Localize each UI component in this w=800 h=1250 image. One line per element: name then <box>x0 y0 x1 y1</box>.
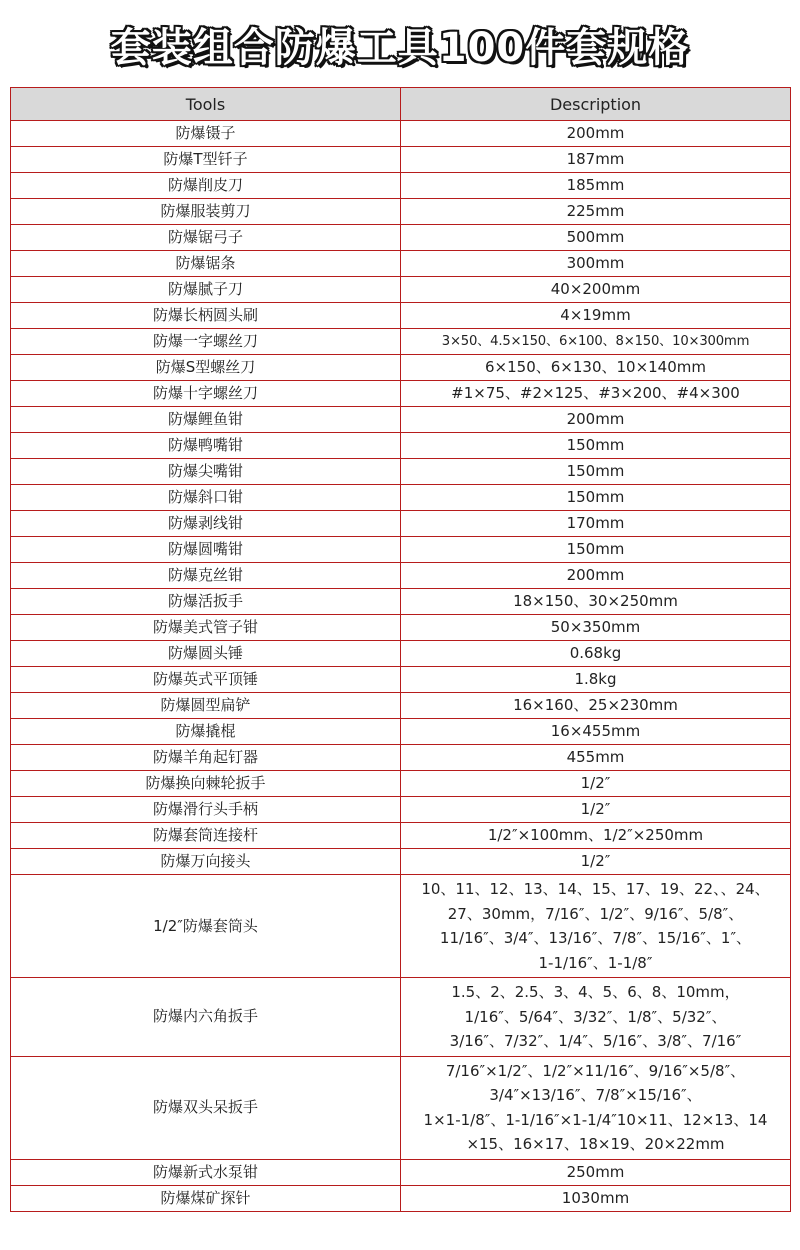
description-line: 10、11、12、13、14、15、17、19、22、、24、 <box>421 880 770 898</box>
page-title: 套装组合防爆工具100件套规格 <box>110 25 690 71</box>
description-line: 1/16″、5/64″、3/32″、1/8″、5/32″、 <box>464 1007 727 1026</box>
tool-name-cell: 防爆削皮刀 <box>11 173 401 199</box>
description-cell: #1×75、#2×125、#3×200、#4×300 <box>401 381 791 407</box>
description-cell: 3×50、4.5×150、6×100、8×150、10×300mm <box>401 329 791 355</box>
table-row <box>11 719 791 745</box>
table-row <box>11 537 791 563</box>
table-row <box>11 485 791 511</box>
table-row <box>11 433 791 459</box>
table-row <box>11 771 791 797</box>
description-cell: 16×455mm <box>401 719 791 745</box>
description-cell <box>401 1056 791 1159</box>
table-row <box>11 823 791 849</box>
tool-name-cell: 防爆鲤鱼钳 <box>11 407 401 433</box>
description-line: 1×1-1/8″、1-1/16″×1-1/4″10×11、12×13、14 <box>423 1110 768 1129</box>
tool-name-cell: 防爆换向棘轮扳手 <box>11 771 401 797</box>
tool-name-cell: 防爆一字螺丝刀 <box>11 329 401 355</box>
description-cell: 1030mm <box>401 1185 791 1211</box>
description-cell: 225mm <box>401 199 791 225</box>
description-cell: 6×150、6×130、10×140mm <box>401 355 791 381</box>
table-row <box>11 797 791 823</box>
description-cell: 150mm <box>401 433 791 459</box>
table-body <box>11 121 791 1212</box>
tool-name-cell: 防爆套筒连接杆 <box>11 823 401 849</box>
table-row <box>11 277 791 303</box>
description-cell: 170mm <box>401 511 791 537</box>
description-cell: 300mm <box>401 251 791 277</box>
tool-name-cell: 防爆英式平顶锤 <box>11 667 401 693</box>
tool-name-cell: 防爆S型螺丝刀 <box>11 355 401 381</box>
tool-name-cell: 防爆鸭嘴钳 <box>11 433 401 459</box>
description-cell: 200mm <box>401 407 791 433</box>
tool-name-cell: 防爆锯弓子 <box>11 225 401 251</box>
description-cell: 18×150、30×250mm <box>401 589 791 615</box>
description-column-header: Description <box>401 88 791 121</box>
description-cell: 500mm <box>401 225 791 251</box>
table-header-row <box>11 88 791 121</box>
description-line: 3/16″、7/32″、1/4″、5/16″、3/8″、7/16″ <box>449 1032 742 1050</box>
tool-name-cell: 防爆剥线钳 <box>11 511 401 537</box>
table-row <box>11 641 791 667</box>
tool-name-cell: 防爆镊子 <box>11 121 401 147</box>
tool-name-cell: 防爆美式管子钳 <box>11 615 401 641</box>
tool-name-cell: 防爆圆嘴钳 <box>11 537 401 563</box>
spec-table <box>10 87 791 1212</box>
tool-name-cell: 防爆服装剪刀 <box>11 199 401 225</box>
table-row <box>11 251 791 277</box>
tool-name-cell: 防爆羊角起钉器 <box>11 745 401 771</box>
table-row <box>11 121 791 147</box>
table-row <box>11 225 791 251</box>
description-cell <box>401 875 791 978</box>
tool-name-cell: 防爆撬棍 <box>11 719 401 745</box>
description-cell: 150mm <box>401 485 791 511</box>
description-line: 1-1/16″、1-1/8″ <box>538 953 653 972</box>
tool-name-cell: 1/2″防爆套筒头 <box>11 875 401 978</box>
description-line: ×15、16×17、18×19、20×22mm <box>466 1135 725 1153</box>
table-row <box>11 199 791 225</box>
table-row <box>11 381 791 407</box>
table-row <box>11 589 791 615</box>
description-cell: 150mm <box>401 537 791 563</box>
table-row <box>11 615 791 641</box>
tool-name-cell: 防爆煤矿探针 <box>11 1185 401 1211</box>
description-cell: 0.68kg <box>401 641 791 667</box>
description-cell: 40×200mm <box>401 277 791 303</box>
description-line: 11/16″、3/4″、13/16″、7/8″、15/16″、1″、 <box>439 929 752 947</box>
description-line: 27、30mm，7/16″、1/2″、9/16″、5/8″、 <box>447 904 744 923</box>
tools-column-header: Tools <box>11 88 401 121</box>
tool-name-cell: 防爆圆型扁铲 <box>11 693 401 719</box>
description-cell: 1.8kg <box>401 667 791 693</box>
description-cell: 455mm <box>401 745 791 771</box>
table-row <box>11 459 791 485</box>
table-row <box>11 849 791 875</box>
tool-name-cell: 防爆圆头锤 <box>11 641 401 667</box>
table-row <box>11 303 791 329</box>
table-row <box>11 407 791 433</box>
table-row <box>11 1056 791 1159</box>
table-row <box>11 563 791 589</box>
table-row <box>11 329 791 355</box>
table-row <box>11 1185 791 1211</box>
description-cell: 150mm <box>401 459 791 485</box>
tool-name-cell: 防爆腻子刀 <box>11 277 401 303</box>
table-row <box>11 875 791 978</box>
tool-name-cell: 防爆滑行头手柄 <box>11 797 401 823</box>
tool-name-cell: 防爆内六角扳手 <box>11 978 401 1057</box>
description-cell: 1/2″ <box>401 797 791 823</box>
tool-name-cell: 防爆尖嘴钳 <box>11 459 401 485</box>
description-cell: 4×19mm <box>401 303 791 329</box>
description-cell: 250mm <box>401 1159 791 1185</box>
description-cell <box>401 978 791 1057</box>
tool-name-cell: 防爆双头呆扳手 <box>11 1056 401 1159</box>
table-row <box>11 693 791 719</box>
description-line: 1.5、2、2.5、3、4、5、6、8、10mm， <box>451 983 740 1001</box>
description-cell: 16×160、25×230mm <box>401 693 791 719</box>
tool-name-cell: 防爆克丝钳 <box>11 563 401 589</box>
tool-name-cell: 防爆万向接头 <box>11 849 401 875</box>
description-cell: 200mm <box>401 121 791 147</box>
table-row <box>11 1159 791 1185</box>
description-cell: 185mm <box>401 173 791 199</box>
description-cell: 187mm <box>401 147 791 173</box>
tool-name-cell: 防爆T型钎子 <box>11 147 401 173</box>
table-row <box>11 978 791 1057</box>
tool-name-cell: 防爆十字螺丝刀 <box>11 381 401 407</box>
description-cell: 200mm <box>401 563 791 589</box>
tool-name-cell: 防爆活扳手 <box>11 589 401 615</box>
description-cell: 50×350mm <box>401 615 791 641</box>
tool-name-cell: 防爆斜口钳 <box>11 485 401 511</box>
description-cell: 1/2″×100mm、1/2″×250mm <box>401 823 791 849</box>
table-row <box>11 147 791 173</box>
table-row <box>11 173 791 199</box>
table-row <box>11 355 791 381</box>
description-cell: 1/2″ <box>401 849 791 875</box>
table-row <box>11 511 791 537</box>
description-line: 3/4″×13/16″、7/8″×15/16″、 <box>489 1086 702 1104</box>
tool-name-cell: 防爆锯条 <box>11 251 401 277</box>
description-line: 7/16″×1/2″、1/2″×11/16″、9/16″×5/8″、 <box>445 1061 746 1080</box>
table-row <box>11 667 791 693</box>
table-row <box>11 745 791 771</box>
tool-name-cell: 防爆新式水泵钳 <box>11 1159 401 1185</box>
description-cell: 1/2″ <box>401 771 791 797</box>
tool-name-cell: 防爆长柄圆头刷 <box>11 303 401 329</box>
